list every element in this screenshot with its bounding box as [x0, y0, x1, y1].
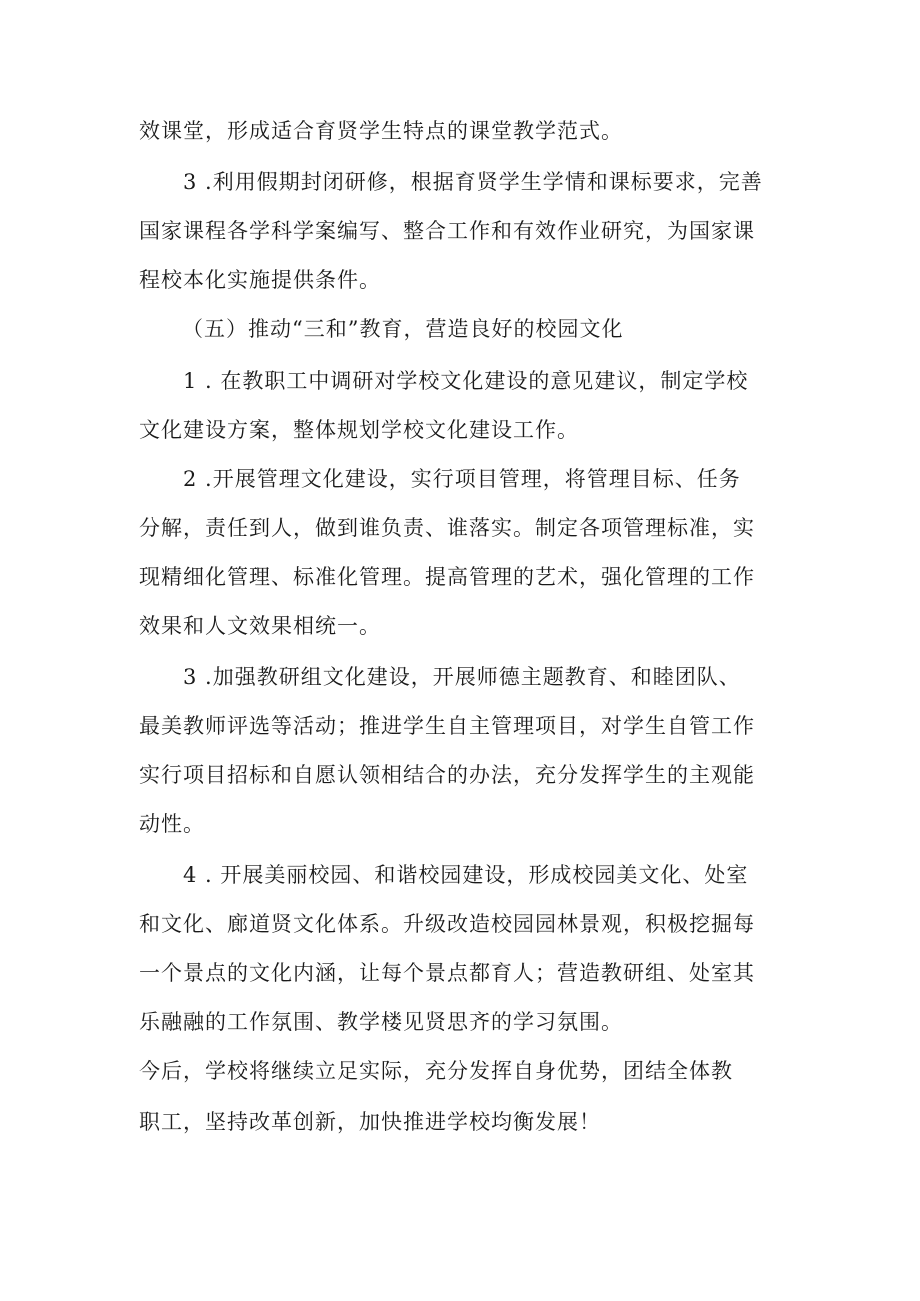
culture-item-3-line-3: 实行项目招标和自愿认领相结合的办法，充分发挥学生的主观能 [139, 763, 755, 787]
culture-item-2-line-1: 2 .开展管理文化建设，实行项目管理，将管理目标、任务 [183, 467, 741, 491]
culture-item-4-line-3: 一个景点的文化内涵，让每个景点都育人；营造教研组、处室其 [139, 961, 755, 985]
intro-tail-line-1: 效课堂，形成适合育贤学生特点的课堂教学范式。 [139, 119, 623, 143]
culture-item-1-line-2: 文化建设方案，整体规划学校文化建设工作。 [139, 418, 579, 442]
culture-item-4-line-4: 乐融融的工作氛围、教学楼见贤思齐的学习氛围。 [139, 1010, 623, 1034]
culture-item-3-line-1: 3 .加强教研组文化建设，开展师德主题教育、和睦团队、 [183, 665, 741, 689]
conclusion-line-2: 职工，坚持改革创新，加快推进学校均衡发展！ [139, 1110, 601, 1134]
curriculum-item-3-line-1: 3 .利用假期封闭研修，根据育贤学生学情和课标要求，完善 [183, 170, 763, 194]
culture-item-2-line-2: 分解，责任到人，做到谁负责、谁落实。制定各项管理标准，实 [139, 516, 755, 540]
culture-item-1-line-1: 1 . 在教职工中调研对学校文化建设的意见建议，制定学校 [183, 369, 749, 393]
culture-item-4-line-1: 4 . 开展美丽校园、和谐校园建设，形成校园美文化、处室 [183, 863, 749, 887]
curriculum-item-3-line-2: 国家课程各学科学案编写、整合工作和有效作业研究，为国家课 [139, 219, 755, 243]
culture-item-3-line-4: 动性。 [139, 812, 205, 836]
conclusion-line-1: 今后，学校将继续立足实际，充分发挥自身优势，团结全体教 [139, 1059, 733, 1083]
section-5-heading: （五）推动“三和”教育，营造良好的校园文化 [182, 317, 624, 341]
culture-item-3-line-2: 最美教师评选等活动；推进学生自主管理项目，对学生自管工作 [139, 714, 755, 738]
curriculum-item-3-line-3: 程校本化实施提供条件。 [139, 268, 381, 292]
culture-item-2-line-3: 现精细化管理、标准化管理。提高管理的艺术，强化管理的工作 [139, 565, 755, 589]
culture-item-2-line-4: 效果和人文效果相统一。 [139, 614, 381, 638]
culture-item-4-line-2: 和文化、廊道贤文化体系。升级改造校园园林景观，积极挖掘每 [139, 912, 755, 936]
